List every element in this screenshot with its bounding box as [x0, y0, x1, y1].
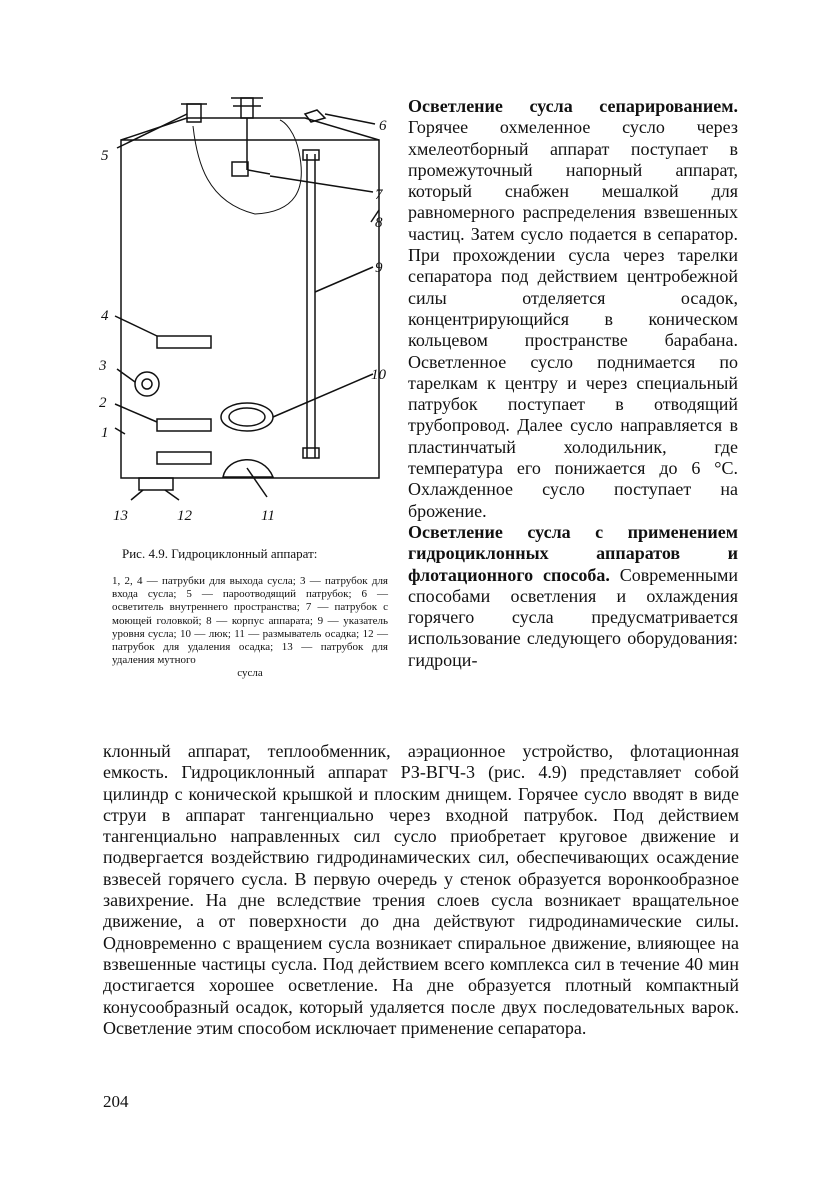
callout-9: 9: [375, 260, 383, 276]
vessel-roof: [121, 118, 379, 140]
callout-2: 2: [99, 395, 107, 411]
callout-8: 8: [375, 215, 383, 231]
wash-head: [232, 162, 248, 176]
hydrocyclone-figure: [95, 92, 395, 527]
hydrocyclone-diagram: [95, 92, 395, 527]
figure-caption-legend-text: 1, 2, 4 — патрубки для выхода сусла; 3 — патрубок для входа сусла; 5 — пароотводящий патрубок; 6 — осветитель внутреннего пространства; 7 — патрубок с моющей головкой; 8 — корпус аппарата; 9 — указатель уровня сусла; 10 — люк; 11 — размыватель осадка; 12 — патрубок для удаления осадка; 13 — патрубок для удаления мутного: [112, 575, 388, 667]
callout-1: 1: [101, 425, 109, 441]
paragraph-hydrocyclone-continued: клонный аппарат, теплообменник, аэрационное устройство, флотационная емкость. Гидроциклонный аппарат РЗ-ВГЧ-3 (рис. 4.9) представляет собой цилиндр с конической крышкой и плоским днищем. Горячее сусло вводят в виде струи в аппарат тангенциально через входной патрубок. Под действием тангенциально направленных сил сусло приобретает круговое движение и подвергается воздействию гидродинамических сил, обеспечивающих осаждение взвесей горячего сусла. В первую очередь у стенок образуется воронкообразное завихрение. На дне вследствие трения слоев сусла возникает вращательное движение, а от поверхности до дна действуют гидродинамические силы. Одновременно с вращением сусла возникает спиральное движение, влияющее на взвешенные частицы сусла. Под действием всего комплекса сил в течение 40 мин достигается хорошее осветление. На дне образуется плотный компактный конусообразный осадок, который удаляется после двух последовательных варок. Осветление этим способом исключает применение сепаратора.: [103, 741, 739, 1038]
callout-11: 11: [261, 508, 275, 524]
outlet-nozzle-4: [157, 336, 211, 348]
callout-10: 10: [371, 367, 386, 383]
heading-separation: Осветление сусла сепарированием.: [408, 96, 738, 116]
outlet-nozzle-1: [157, 452, 211, 464]
callout-5: 5: [101, 148, 109, 164]
steam-outlet-pipe: [187, 104, 201, 122]
text-separation: Горячее охмеленное сусло через хмелеотборный аппарат поступает в промежуточный напорный аппарат, который снабжен мешалкой для равномерного распределения взвешенных частиц. Затем сусло подается в сепаратор. При прохождении сусла через тарелки сепаратора под действием центробежной силы отделяется осадок, концентрирующийся в коническом кольцевом пространстве барабана. Осветленное сусло поднимается по тарелкам к центру и через специальный патрубок поступает в отводящий трубопровод. Далее сусло направляется в пластинчатый холодильник, где температура его понижается до 6 °С. Охлажденное сусло поступает на брожение.: [408, 117, 738, 521]
callout-13: 13: [113, 508, 128, 524]
callout-4: 4: [101, 308, 109, 324]
page-number: 204: [103, 1092, 129, 1111]
bottom-pipe-12-13: [139, 478, 173, 490]
callout-12: 12: [177, 508, 192, 524]
text-hydrocyclone-start: Современными способами осветления и охлаждения горячего сусла предусматривается использование следующего оборудования: гидроци-: [408, 564, 738, 670]
paragraph-hydrocyclone: [408, 522, 738, 671]
inlet-nozzle-3: [135, 372, 159, 396]
figure-caption-legend: [112, 575, 388, 681]
vessel-body: [121, 140, 379, 478]
figure-caption-legend-last: сусла: [237, 667, 263, 680]
figure-caption-title: Рис. 4.9. Гидроциклонный аппарат:: [122, 546, 318, 561]
outlet-nozzle-2: [157, 419, 211, 431]
paragraph-separation: [408, 96, 738, 522]
right-column-text: [408, 96, 738, 671]
wash-head-pipe-top: [241, 98, 253, 118]
heading-hydrocyclone: Осветление сусла с применением гидроциклонных аппаратов и флотационного способа.: [408, 521, 738, 585]
callout-3: 3: [99, 358, 107, 374]
callout-7: 7: [375, 187, 383, 203]
callout-6: 6: [379, 118, 387, 134]
lighting-fitting: [305, 110, 325, 122]
full-width-text: [103, 741, 739, 1039]
